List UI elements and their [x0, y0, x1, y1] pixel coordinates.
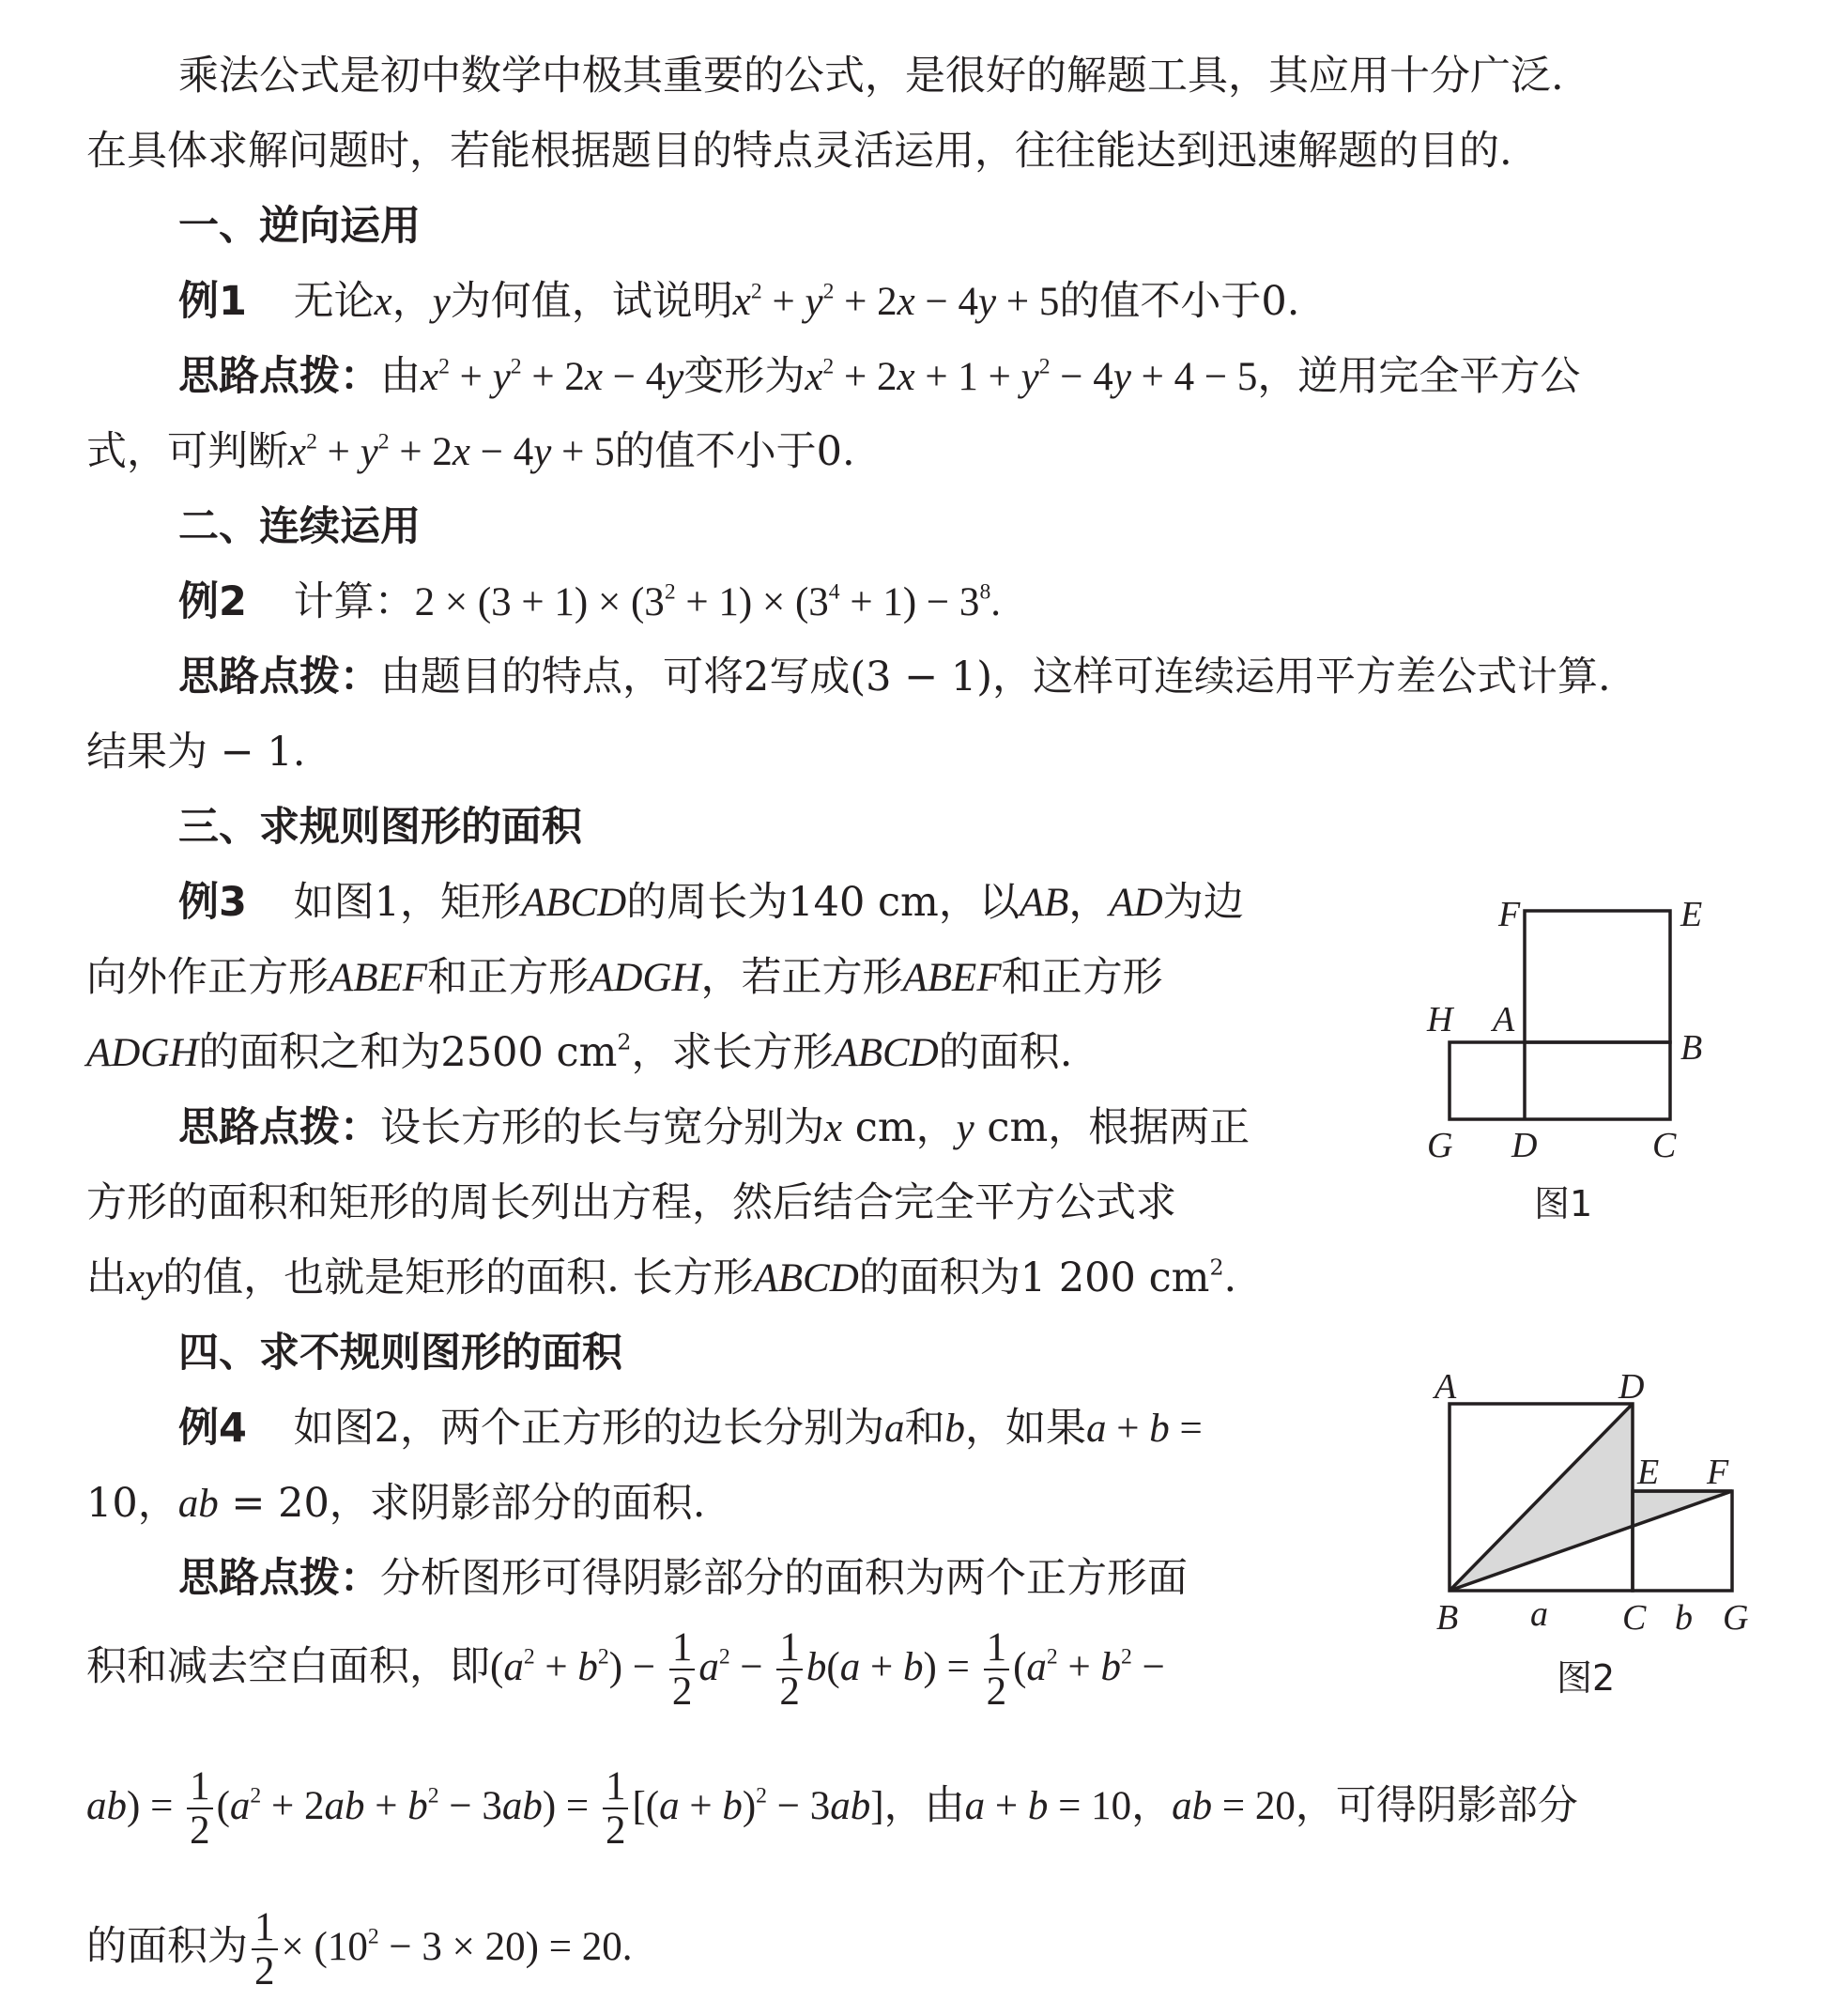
label-D: D — [1619, 1367, 1645, 1407]
label-A: A — [1493, 1000, 1515, 1039]
label-C: C — [1652, 1126, 1677, 1165]
example-3-line-2: 向外作正方形ABEF和正方形ADGH，若正方形ABEF和正方形 — [86, 954, 1163, 1001]
figure-1 — [1408, 883, 1784, 1239]
hint-label: 思路点拨： — [178, 1104, 380, 1151]
hint-3-line-3: 出xy的值，也就是矩形的面积. 长方形ABCD的面积为1 200 $cm^2$. — [86, 1254, 1237, 1301]
hint-label: 思路点拨： — [178, 1555, 380, 1602]
label-E: E — [1680, 895, 1703, 934]
hint-2-line-2: 结果为 − 1. — [86, 729, 306, 776]
label-b: b — [1675, 1598, 1693, 1638]
hint-1-line-1: 思路点拨：由$x^2 + y^2 + 2x - 4y$变形为$x^2 + 2x + 1 + y^2 - 4y + 4 - 5$，逆用完全平方公 — [178, 353, 1581, 400]
hint-4-line-2: 积和减去空白面积，即$(a^2 + b^2)$ − $\frac{1}{2}$ $a^2$ − $\frac{1}{2}$ b(a + b) = $\frac{1}{2}$ ($a^2 + b^2$ − — [86, 1625, 1165, 1715]
section-heading-2: 二、连续运用 — [178, 503, 421, 550]
label-E: E — [1637, 1453, 1660, 1492]
fraction-half: $\frac{1}{2}$ — [603, 1765, 629, 1852]
figure-2 — [1408, 1366, 1784, 1723]
figure-2-caption: 图2 — [1557, 1657, 1616, 1699]
label-A: A — [1434, 1367, 1457, 1407]
hint-1-line-2: 式，可判断$x^2 + y^2 + 2x - 4y + 5$的值不小于0. — [86, 428, 855, 475]
intro-line-1: 乘法公式是初中数学中极其重要的公式，是很好的解题工具，其应用十分广泛. — [178, 53, 1564, 100]
label-H: H — [1427, 1000, 1453, 1039]
example-3-line-3: ADGH的面积之和为2500 $cm^2$，求长方形ABCD的面积. — [86, 1028, 1073, 1076]
label-D: D — [1511, 1126, 1538, 1165]
hint-2-line-1: 思路点拨：由题目的特点，可将2写成(3 − 1)，这样可连续运用平方差公式计算. — [178, 654, 1611, 700]
example-4-line-1: 例4 如图2，两个正方形的边长分别为a和b，如果a + b = — [178, 1405, 1203, 1452]
label-F: F — [1707, 1453, 1729, 1492]
fraction-half: $\frac{1}{2}$ — [984, 1626, 1010, 1713]
section-heading-1: 一、逆向运用 — [178, 203, 421, 250]
example-label: 例1 — [178, 278, 247, 325]
example-1: 例1 无论x，y为何值，试说明$x^2 + y^2 + 2x - 4y + 5$的值不小于0. — [178, 278, 1300, 325]
square-abef — [1525, 911, 1670, 1042]
hint-4-line-4: 的面积为 $\frac{1}{2}$ × $(10^2 - 3 \times 20) = 20$. — [86, 1905, 633, 1994]
label-B: B — [1680, 1028, 1703, 1068]
example-label: 例2 — [178, 578, 247, 625]
rectangle-hgcb — [1450, 1042, 1670, 1119]
fraction-half: $\frac{1}{2}$ — [776, 1626, 803, 1713]
label-a: a — [1530, 1594, 1548, 1634]
section-heading-3: 三、求规则图形的面积 — [178, 804, 582, 851]
figure-1-caption: 图1 — [1534, 1183, 1593, 1224]
section-heading-4: 四、求不规则图形的面积 — [178, 1330, 622, 1377]
fraction-half: $\frac{1}{2}$ — [187, 1765, 213, 1852]
hint-3-line-1: 思路点拨：设长方形的长与宽分别为x cm，y cm，根据两正 — [178, 1104, 1250, 1151]
hint-label: 思路点拨： — [178, 353, 380, 400]
shaded-region — [1450, 1404, 1732, 1591]
example-label: 例4 — [178, 1405, 247, 1452]
hint-4-line-3: ab) = $\frac{1}{2}$ $(a^2 + 2ab + b^2 - 3ab)$ = $\frac{1}{2}$ $[(a + b)^2 - 3ab]$，由a + b = 10，ab = 20，可得阴影部分 — [86, 1764, 1578, 1854]
example-3-line-1: 例3 如图1，矩形ABCD的周长为140 cm，以AB，AD为边 — [178, 879, 1244, 926]
hint-4-line-1: 思路点拨：分析图形可得阴影部分的面积为两个正方形面 — [178, 1555, 1188, 1602]
label-C: C — [1622, 1598, 1647, 1638]
hint-label: 思路点拨： — [178, 654, 380, 700]
example-2: 例2 计算：$2 \times (3 + 1) \times (3^2 + 1) \times (3^4 + 1) - 3^8$. — [178, 578, 1002, 625]
fraction-half: $\frac{1}{2}$ — [669, 1626, 696, 1713]
intro-line-2: 在具体求解问题时，若能根据题目的特点灵活运用，往往能达到迅速解题的目的. — [86, 128, 1512, 175]
fraction-half: $\frac{1}{2}$ — [252, 1906, 278, 1993]
example-4-line-2: 10，ab = 20，求阴影部分的面积. — [86, 1480, 706, 1527]
label-F: F — [1498, 895, 1521, 934]
hint-3-line-2: 方形的面积和矩形的周长列出方程，然后结合完全平方公式求 — [86, 1179, 1176, 1226]
example-label: 例3 — [178, 879, 247, 926]
label-B: B — [1436, 1598, 1459, 1638]
label-G: G — [1427, 1126, 1453, 1165]
label-G: G — [1723, 1598, 1749, 1638]
